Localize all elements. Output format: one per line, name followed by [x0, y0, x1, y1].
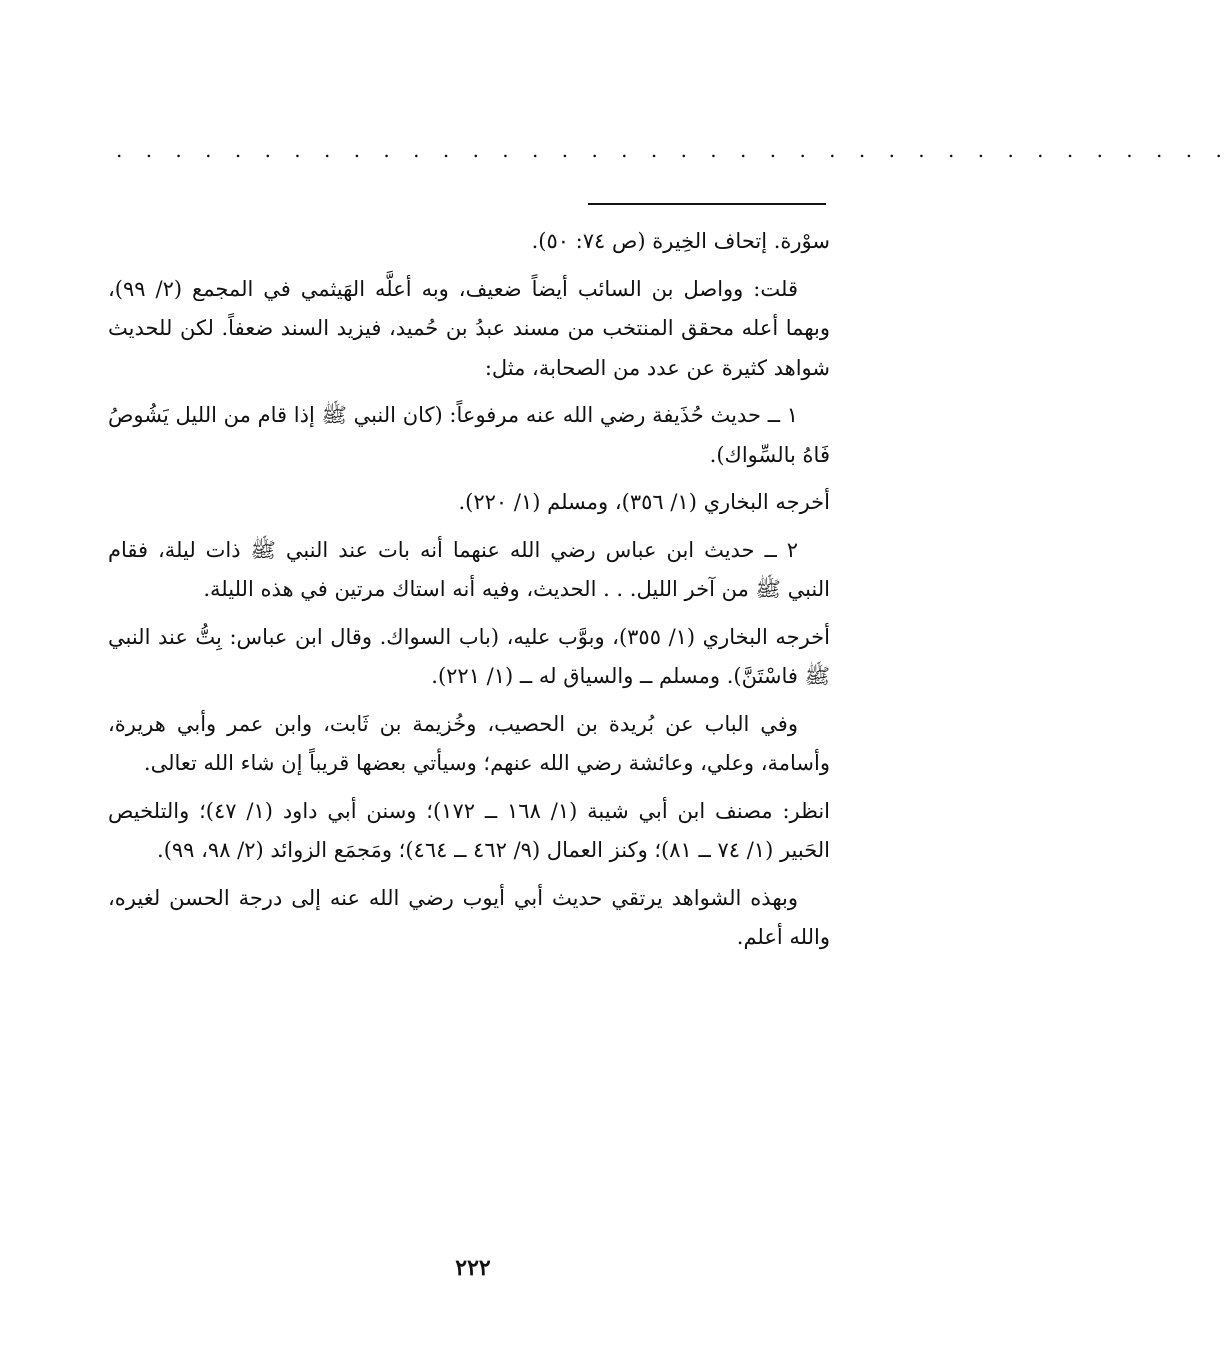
footnote-rule: [588, 203, 826, 205]
paragraph-takhrij-2: أخرجه البخاري (١/ ٣٥٥)، وبوَّب عليه، (باب السواك. وقال ابن عباس: بِتُّ عند النبي ﷺ فاسْتَنَّ). ومسلم ــ والسياق له ــ (١/ ٢٢١).: [108, 624, 830, 688]
paragraph-takhrij-1: أخرجه البخاري (١/ ٣٥٦)، ومسلم (١/ ٢٢٠).: [458, 490, 830, 514]
page-number: ٢٢٢: [455, 1255, 491, 1281]
paragraph-conclusion: وبهذه الشواهد يرتقي حديث أبي أيوب رضي الله عنه إلى درجة الحسن لغيره، والله أعلم.: [108, 885, 830, 949]
paragraph-other-narrators: وفي الباب عن بُريدة بن الحصيب، وخُزيمة بن ثَابت، وابن عمر وأبي هريرة، وأسامة، وعلي، وعائشة رضي الله عنهم؛ وسيأتي بعضها قريباً إن شاء الله تعالى.: [108, 711, 830, 775]
paragraph-references: انظر: مصنف ابن أبي شيبة (١/ ١٦٨ ــ ١٧٢)؛ وسنن أبي داود (١/ ٤٧)؛ والتلخيص الحَبير (١/ ٧٤ ــ ٨١)؛ وكنز العمال (٩/ ٤٦٢ ــ ٤٦٤)؛ ومَجمَع الزوائد (٢/ ٩٨، ٩٩).: [108, 798, 831, 862]
paragraph-commentary: قلت: وواصل بن السائب أيضاً ضعيف، وبه أعلَّه الهَيثمي في المجمع (٢/ ٩٩)، وبهما أعله محقق المنتخب من مسند عبدُ بن حُميد، فيزيد السند ضعفاً. لكن للحديث شواهد كثيرة عن عدد من الصحابة، مثل:: [108, 276, 830, 380]
footnote-text: [108, 222, 830, 966]
paragraph-hadith-2: ٢ ــ حديث ابن عباس رضي الله عنهما أنه بات عند النبي ﷺ ذات ليلة، فقام النبي ﷺ من آخر الليل. . . الحديث، وفيه أنه استاك مرتين في هذه الليلة.: [108, 537, 830, 601]
paragraph-hadith-1: ١ ــ حديث حُذَيفة رضي الله عنه مرفوعاً: (كان النبي ﷺ إذا قام من الليل يَشُوصُ فَاهُ بالسِّواك).: [108, 403, 830, 467]
paragraph-source-ref: سوْرة. إتحاف الخِيرة (ص ٧٤: ٥٠).: [531, 229, 830, 253]
dotted-separator: . . . . . . . . . . . . . . . . . . . . . . . . . . . . . . . . . . . . . .: [116, 138, 1230, 162]
